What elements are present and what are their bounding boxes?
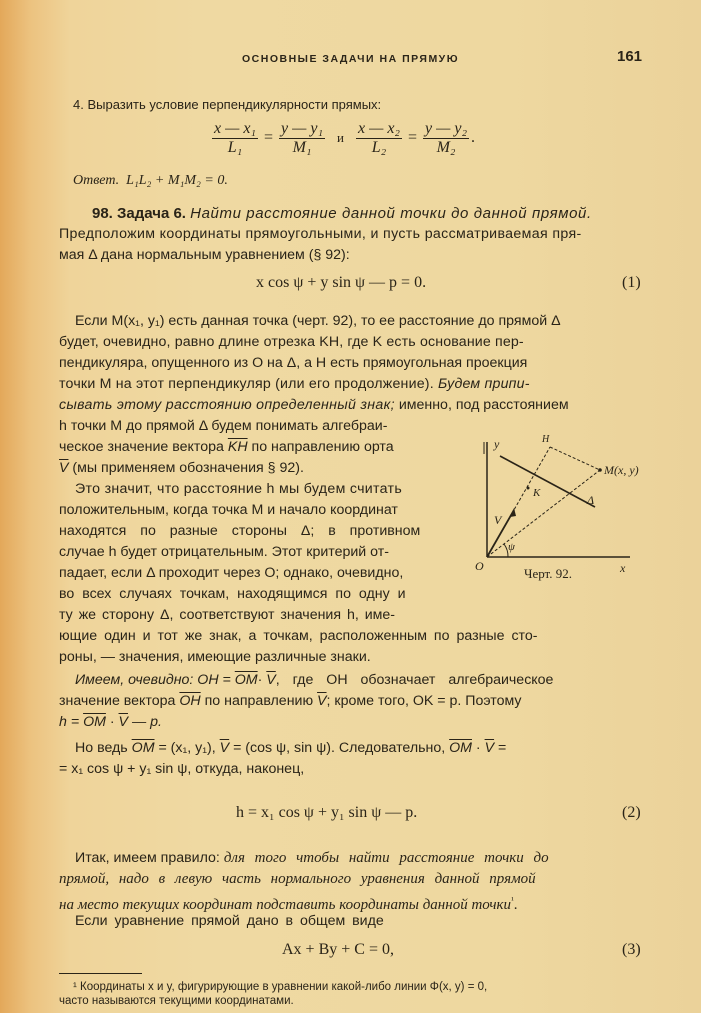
para-line: $\overline{V}$ (мы применяем обозначения § 92). (59, 460, 304, 476)
svg-text:H: H (542, 434, 550, 445)
para-line: Но ведь $\overline{OM} = (x_1$, y₁), $\overline{V} = (\cos$ ψ, sin ψ). Следовательно, $\overline{OM} \cdot \overline{V}$ = (75, 740, 507, 756)
para-line: пендикуляра, опущенного из O на Δ, а H есть прямоугольная проекция (59, 355, 528, 371)
svg-text:V: V (494, 513, 502, 527)
equation-1-number: (1) (622, 274, 641, 291)
footnote-rule (59, 973, 142, 974)
fraction-1: $\frac{\text{x — x₁}}{\text{L₁}}$ (214, 120, 256, 156)
para-line: = x₁ cos ψ + y₁ sin ψ, откуда, наконец, (59, 761, 305, 777)
para-line: Имеем, очевидно: OH = $\overline{OM}\cdot \overline{V}$, где OH обозначает алгебраическое (75, 672, 554, 688)
svg-text:ψ: ψ (508, 541, 515, 553)
section-98-line: Предположим координаты прямоугольными, и пусть рассматриваемая пря- (59, 226, 582, 242)
para-line: h точки M до прямой Δ будем понимать алгебраи- (59, 418, 388, 434)
para-line: точки M на этот перпендикуляр (или его продолжение). Будем припи- (59, 376, 530, 392)
figure-92 (470, 432, 670, 582)
rule-line: прямой, надо в левую часть нормального уравнения данной прямой (59, 871, 536, 887)
geometry-diagram (470, 432, 670, 582)
equation-2: h = x₁ cos ψ + y₁ sin ψ — p. (236, 804, 418, 821)
equation-2-number: (2) (622, 804, 641, 821)
para-line: сывать этому расстоянию определенный знак; именно, под расстоянием (59, 397, 569, 413)
rule-line: Если уравнение прямой дано в общем виде (75, 913, 384, 929)
equation-lines: $\frac{\text{x — x₁}}{\text{L₁}}$ = $\frac{\text{y — y₁}}{\text{M₁}}$ и $\frac{\text{x — x₂}}{\text{L₂}}$ = $\frac{\text{y — y₂}}{\text{M₂}}$ . (214, 120, 476, 156)
equation-1: x cos ψ + y sin ψ — p = 0. (256, 274, 427, 291)
svg-text:Δ: Δ (587, 493, 595, 507)
fraction-2: $\frac{\text{y — y₁}}{\text{M₁}}$ (281, 120, 324, 156)
fraction-3: $\frac{\text{x — x₂}}{\text{L₂}}$ (358, 120, 400, 156)
fraction-4: $\frac{\text{y — y₂}}{\text{M₂}}$ (425, 120, 468, 156)
section-98-line: мая Δ дана нормальным уравнением (§ 92): (59, 247, 350, 263)
section-98-heading: 98. Задача 6. Найти расстояние данной точки до данной прямой. (92, 205, 592, 222)
rule-line: на место текущих координат подставить координаты данной точки$^{^1}$. (59, 895, 518, 913)
para-line: положительным, когда точка M и начало координат (59, 502, 398, 518)
para-line: ческое значение вектора $\overline{KH}$ по направлению орта (59, 439, 394, 455)
rule-line: Итак, имеем правило: для того чтобы найти расстояние точки до (75, 850, 549, 866)
figure-caption: Черт. 92. (524, 566, 573, 581)
svg-text:x: x (620, 561, 626, 575)
para-line: случае h будет отрицательным. Этот критерий от- (59, 544, 389, 560)
para-line: ту же сторону Δ, соответствуют значения h, име- (59, 607, 396, 623)
para-line: Это значит, что расстояние h мы будем считать (75, 481, 403, 497)
svg-text:y: y (494, 437, 500, 451)
exercise-4-statement: 4. Выразить условие перпендикулярности прямых: (73, 97, 382, 112)
equation-3: Ax + By + C = 0, (282, 941, 394, 958)
svg-text:O: O (475, 559, 484, 573)
para-line: падает, если Δ проходит через O; однако, очевидно, (59, 565, 404, 581)
para-line: ющие один и тот же знак, а точкам, расположенным по разные сто- (59, 628, 538, 644)
equation-3-number: (3) (622, 941, 641, 958)
para-line: во всех случаях точкам, находящимся по одну и (59, 586, 406, 602)
para-line: роны, — значения, имеющие различные знаки. (59, 649, 371, 665)
footnote-line: ¹ Координаты x и y, фигурирующие в уравнении какой-либо линии Φ(x, y) = 0, (73, 981, 488, 993)
para-line: будет, очевидно, равно длине отрезка KH, где K есть основание пер- (59, 334, 524, 350)
footnote-line: часто называются текущими координатами. (59, 995, 294, 1007)
para-line: $h = \overline{OM} \cdot \overline{V}$ — p. (59, 714, 162, 730)
exercise-4-answer: Ответ. L₁L₂ + M₁M₂ = 0. (73, 173, 228, 188)
running-title: ОСНОВНЫЕ ЗАДАЧИ НА ПРЯМУЮ (242, 53, 460, 65)
para-line: Если M(x₁, y₁) есть данная точка (черт. 92), то ее расстояние до прямой Δ (75, 313, 561, 329)
para-line: значение вектора $\overline{OH}$ по направлению $\overline{V}$; кроме того, OK = p. Поэтому (59, 693, 522, 709)
para-line: находятся по разные стороны Δ; в противном (59, 523, 421, 539)
svg-text:K: K (533, 487, 541, 499)
svg-text:M(x, y): M(x, y) (604, 463, 639, 477)
page-number: 161 (617, 48, 643, 65)
